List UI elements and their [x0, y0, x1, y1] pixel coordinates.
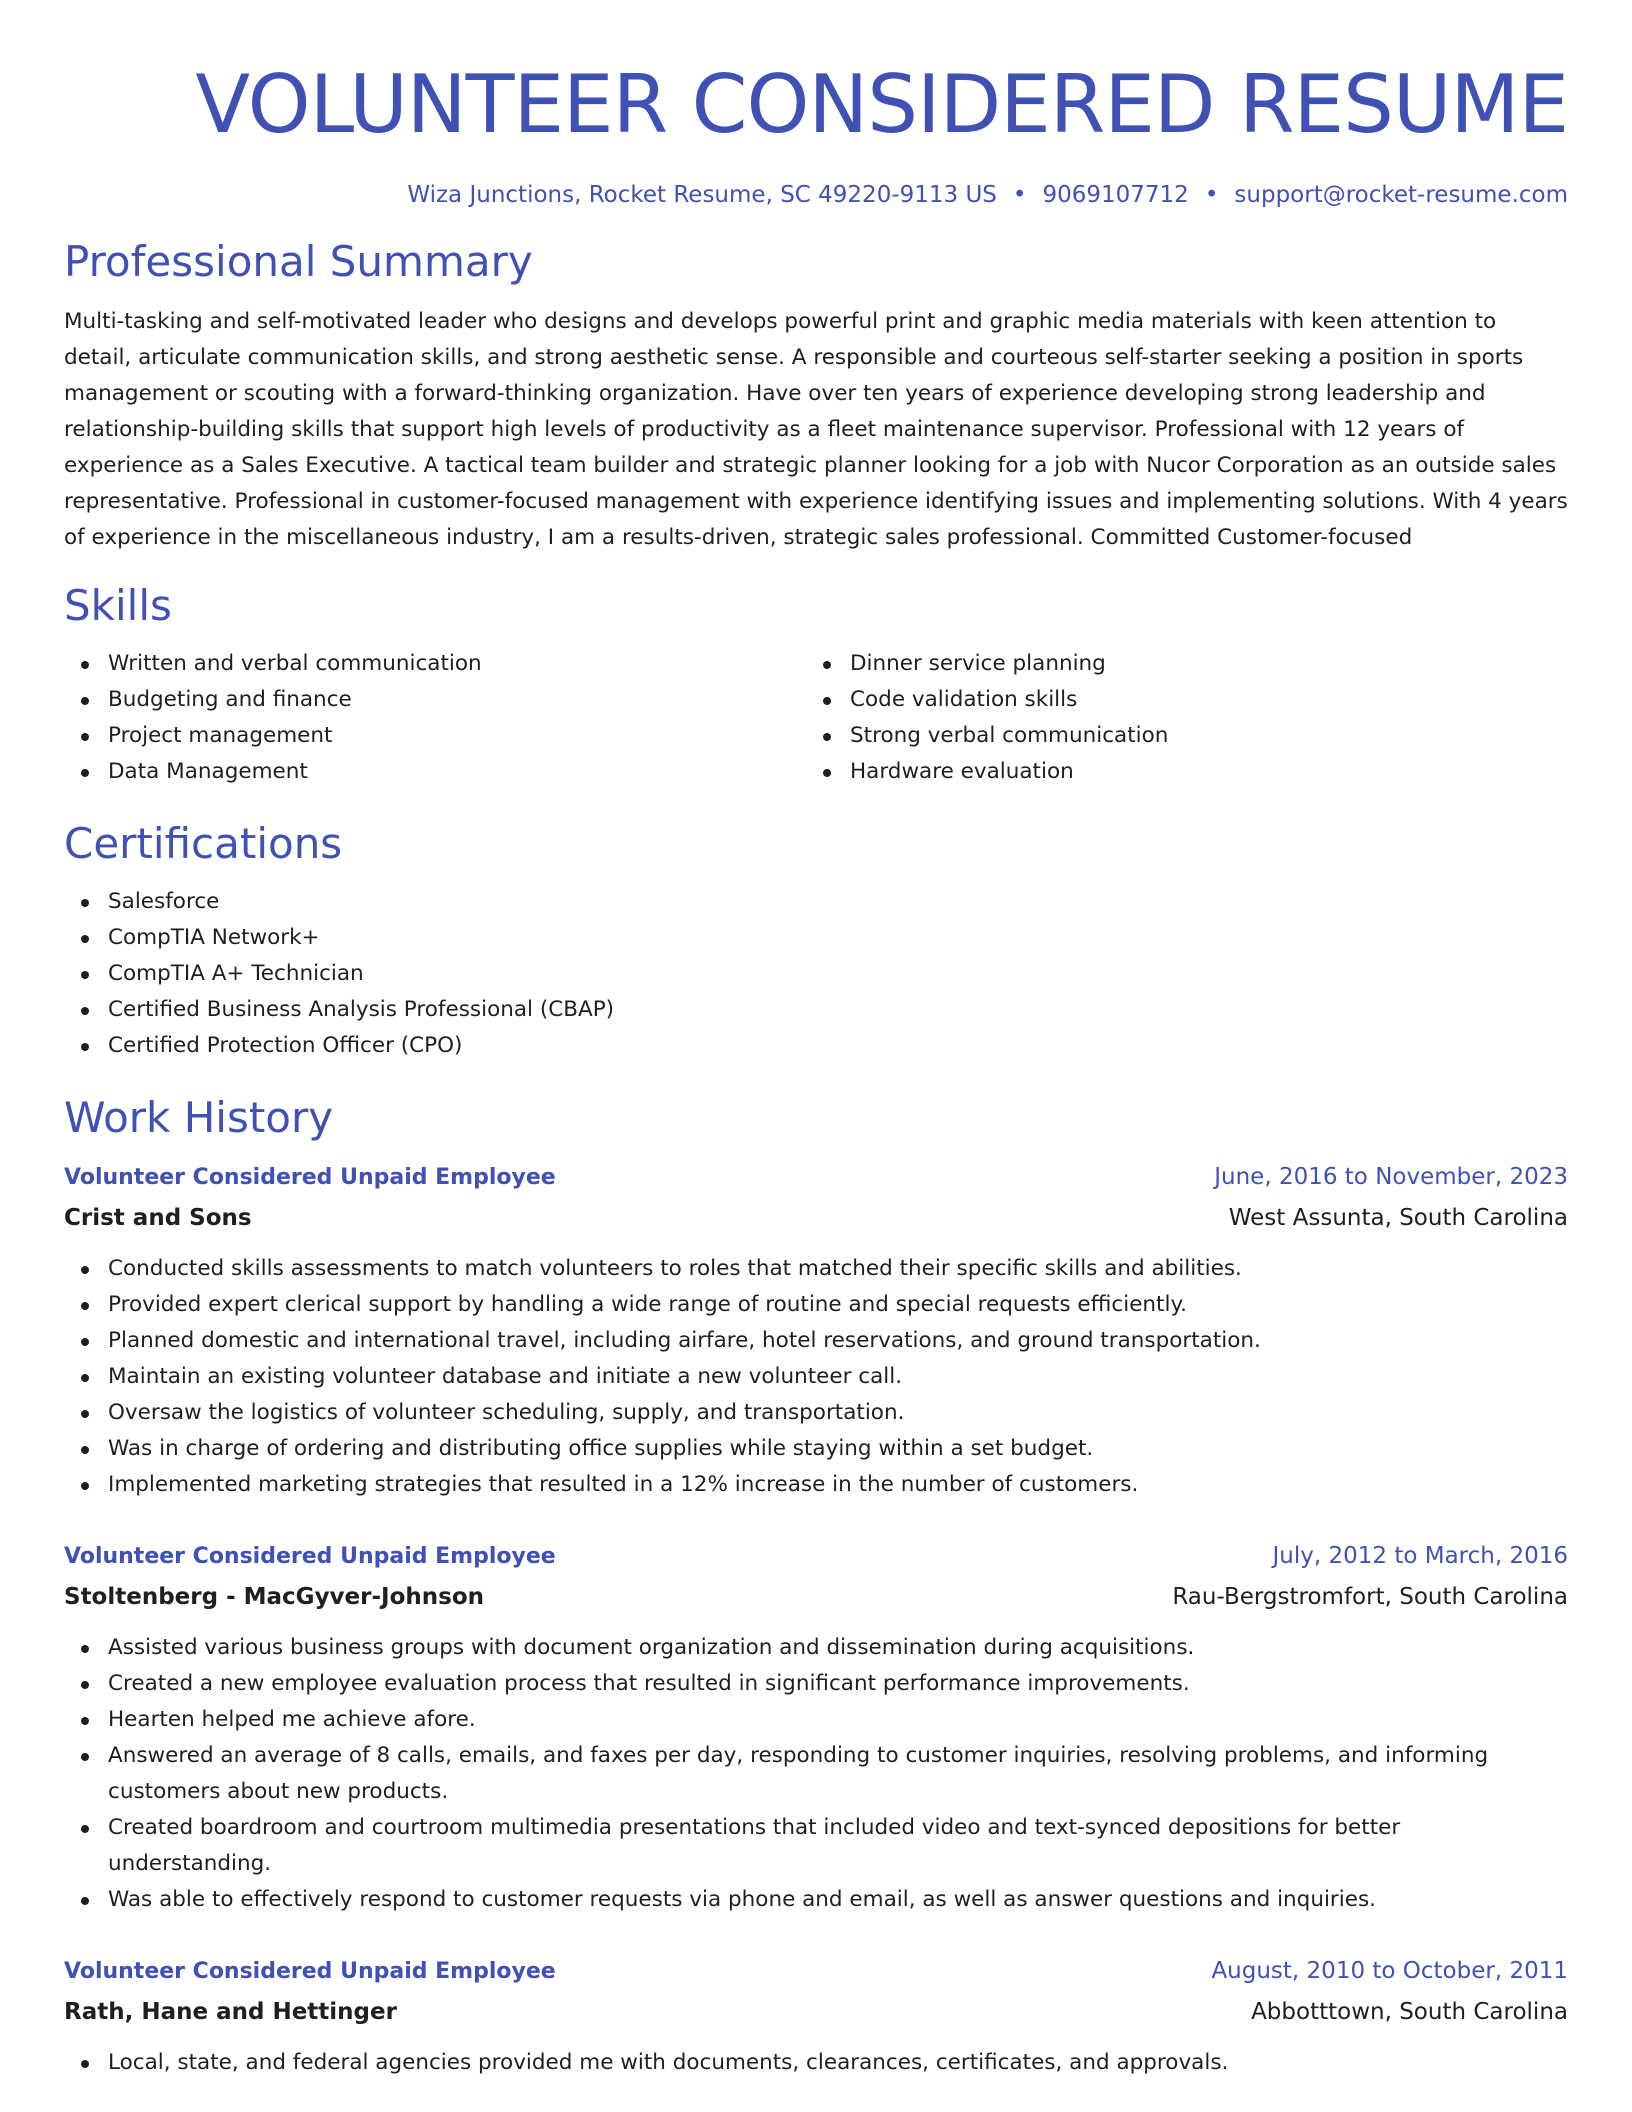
contact-separator: • [1012, 182, 1027, 208]
job-location: West Assunta, South Carolina [1228, 1205, 1568, 1231]
job-dates: June, 2016 to November, 2023 [1214, 1164, 1568, 1190]
summary-text: Multi-tasking and self-motivated leader who designs and develops powerful print and graphic media materials with keen attention to detail, articulate communication skills, and strong aesthetic sense. A responsible and courteous self-starter seeking a position in sports management or scouting with a forward-thinking organization. Have over ten years of experience developing strong leadership and relationship-building skills that support high levels of productivity as a fleet maintenance supervisor. Professional with 12 years of experience as a Sales Executive. A tactical team builder and strategic planner looking for a job with Nucor Corporation as an outside sales representative. Professional in customer-focused management with experience identifying issues and implementing solutions. With 4 years of experience in the miscellaneous industry, I am a results-driven, strategic sales professional. Committed Customer-focused [64, 309, 1568, 550]
job-duty: Conducted skills assessments to match volunteers to roles that matched their specific skills and abilities. [64, 1251, 1568, 1287]
job-title: Volunteer Considered Unpaid Employee [64, 1959, 556, 1984]
job-duty: Created boardroom and courtroom multimedia presentations that included video and text-synced depositions for better understanding. [64, 1810, 1568, 1882]
skill-item: Written and verbal communication [64, 646, 806, 682]
certifications-section [64, 816, 1568, 1064]
contact-phone: 9069107712 [1042, 182, 1189, 208]
certification-item: Salesforce [64, 884, 1568, 920]
certification-item: Certified Business Analysis Professional (CBAP) [64, 992, 1568, 1028]
skill-item: Project management [64, 718, 806, 754]
resume-header [64, 50, 1568, 208]
skill-item: Dinner service planning [806, 646, 1548, 682]
job-duty: Answered an average of 8 calls, emails, and faxes per day, responding to customer inquiries, resolving problems, and informing customers about new products. [64, 1738, 1568, 1810]
work-history-section [64, 1090, 1568, 2081]
skills-section [64, 578, 1568, 790]
job-header-row [64, 1954, 1568, 1989]
job-duties-list [64, 1630, 1568, 1918]
contact-line [64, 182, 1568, 208]
certifications-list [64, 884, 1568, 1064]
job-duty: Planned domestic and international travel, including airfare, hotel reservations, and ground transportation. [64, 1323, 1568, 1359]
job-duties-list [64, 1251, 1568, 1503]
skill-item: Data Management [64, 754, 806, 790]
skill-item: Hardware evaluation [806, 754, 1548, 790]
contact-address: Wiza Junctions, Rocket Resume, SC 49220-9113 US [407, 182, 997, 208]
skill-item: Budgeting and finance [64, 682, 806, 718]
job-duty: Assisted various business groups with document organization and dissemination during acquisitions. [64, 1630, 1568, 1666]
resume-name: VOLUNTEER CONSIDERED RESUME [195, 58, 1568, 151]
contact-email[interactable]: support@rocket-resume.com [1234, 182, 1568, 208]
certification-item: CompTIA Network+ [64, 920, 1568, 956]
certification-item: Certified Protection Officer (CPO) [64, 1028, 1568, 1064]
work-history-heading: Work History [64, 1093, 334, 1142]
job-entry [64, 1539, 1568, 1918]
job-duty: Implemented marketing strategies that resulted in a 12% increase in the number of customers. [64, 1467, 1568, 1503]
job-title: Volunteer Considered Unpaid Employee [64, 1165, 556, 1190]
job-duty: Local, state, and federal agencies provided me with documents, clearances, certificates, and approvals. [64, 2045, 1568, 2081]
job-duty: Oversaw the logistics of volunteer scheduling, supply, and transportation. [64, 1395, 1568, 1431]
job-company-row [64, 1578, 1568, 1616]
job-duties-list [64, 2045, 1568, 2081]
summary-heading: Professional Summary [64, 237, 533, 286]
job-location: Rau-Bergstromfort, South Carolina [1172, 1584, 1568, 1610]
job-company-row [64, 1199, 1568, 1237]
job-dates: August, 2010 to October, 2011 [1211, 1958, 1568, 1984]
skill-item: Code validation skills [806, 682, 1548, 718]
skills-heading: Skills [64, 581, 172, 630]
skills-list-right [806, 646, 1548, 790]
job-title: Volunteer Considered Unpaid Employee [64, 1544, 556, 1569]
job-duty: Maintain an existing volunteer database and initiate a new volunteer call. [64, 1359, 1568, 1395]
job-company: Rath, Hane and Hettinger [64, 1999, 397, 2025]
job-header-row [64, 1160, 1568, 1195]
job-dates: July, 2012 to March, 2016 [1272, 1543, 1568, 1569]
job-header-row [64, 1539, 1568, 1574]
job-company: Crist and Sons [64, 1205, 252, 1231]
job-entry [64, 1160, 1568, 1503]
job-duty: Provided expert clerical support by handling a wide range of routine and special requests efficiently. [64, 1287, 1568, 1323]
job-company: Stoltenberg - MacGyver-Johnson [64, 1584, 485, 1610]
skills-grid [64, 646, 1568, 790]
job-duty: Created a new employee evaluation process that resulted in significant performance improvements. [64, 1666, 1568, 1702]
job-duty: Hearten helped me achieve afore. [64, 1702, 1568, 1738]
job-location: Abbotttown, South Carolina [1251, 1999, 1568, 2025]
certifications-heading: Certifications [64, 819, 343, 868]
skills-list-left [64, 646, 806, 790]
job-duty: Was able to effectively respond to customer requests via phone and email, as well as answer questions and inquiries. [64, 1882, 1568, 1918]
job-duty: Was in charge of ordering and distributing office supplies while staying within a set budget. [64, 1431, 1568, 1467]
job-company-row [64, 1993, 1568, 2031]
skill-item: Strong verbal communication [806, 718, 1548, 754]
job-entry [64, 1954, 1568, 2081]
summary-section [64, 234, 1568, 556]
certification-item: CompTIA A+ Technician [64, 956, 1568, 992]
contact-separator: • [1204, 182, 1219, 208]
